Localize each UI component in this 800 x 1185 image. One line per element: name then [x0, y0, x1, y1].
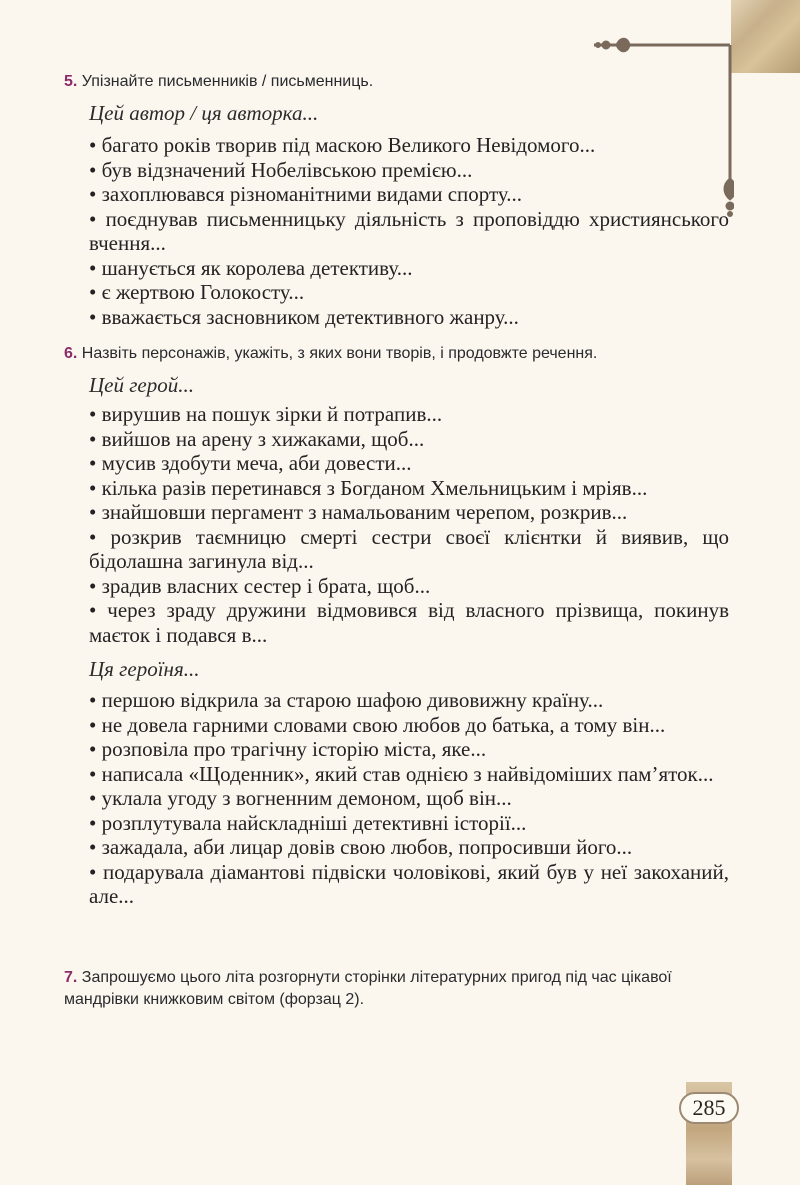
corner-illustration [731, 0, 800, 73]
task-6-heroine-stem: Ця героїня... [89, 657, 200, 681]
list-item: • не довела гарними словами свою любов до батька, а тому він... [89, 713, 729, 738]
task-number: 5. [64, 73, 78, 90]
task-5-stem: Цей автор / ця авторка... [89, 101, 319, 125]
list-item: • кілька разів перетинався з Богданом Хмельницьким і мріяв... [89, 476, 729, 501]
task-title: Упізнайте письменників / письменниць. [81, 73, 374, 90]
list-item: • першою відкрила за старою шафою дивовижну країну... [89, 688, 729, 713]
list-item: • захоплювався різноманітними видами спорту... [89, 182, 729, 207]
list-item: • розплутувала найскладніші детективні історії... [89, 811, 729, 836]
list-item: • вважається засновником детективного жанру... [89, 305, 729, 330]
list-item: • розповіла про трагічну історію міста, яке... [89, 737, 729, 762]
list-item: • поєднував письменницьку діяльність з проповіддю християнського вчення... [89, 207, 729, 256]
list-item: • вирушив на пошук зірки й потрапив... [89, 402, 729, 427]
list-item: • був відзначений Нобелівською премією... [89, 158, 729, 183]
list-item: • знайшовши пергамент з намальованим черепом, розкрив... [89, 500, 729, 525]
list-item: • написала «Щоденник», який став однією з найвідоміших пам’яток... [89, 762, 729, 787]
list-item: • уклала угоду з вогненним демоном, щоб він... [89, 786, 729, 811]
task-number: 7. [64, 969, 78, 986]
list-item: • багато років творив під маскою Великого Невідомого... [89, 133, 729, 158]
page-number: 285 [679, 1092, 739, 1124]
list-item: • мусив здобути меча, аби довести... [89, 451, 729, 476]
list-item: • подарувала діамантові підвіски чоловікові, який був у неї закоханий, але... [89, 860, 729, 909]
task-number: 6. [64, 345, 78, 362]
task-6-heroine-list [89, 688, 729, 909]
task-6-title [64, 343, 736, 365]
task-6-hero-stem: Цей герой... [89, 373, 194, 397]
list-item: • через зраду дружини відмовився від власного прізвища, покинув маєток і подався в... [89, 598, 729, 647]
task-title: Назвіть персонажів, укажіть, з яких вони творів, і продовжте речення. [81, 345, 598, 362]
task-7-text [64, 967, 736, 1011]
list-item: • розкрив таємницю смерті сестри своєї клієнтки й виявив, що бідолашна загинула від... [89, 525, 729, 574]
list-item: • зажадала, аби лицар довів свою любов, попросивши його... [89, 835, 729, 860]
list-item: • є жертвою Голокосту... [89, 280, 729, 305]
task-6-hero-list [89, 402, 729, 647]
list-item: • зрадив власних сестер і брата, щоб... [89, 574, 729, 599]
list-item: • шанується як королева детективу... [89, 256, 729, 281]
task-5-list [89, 133, 729, 329]
task-text: Запрошуємо цього літа розгорнути сторінки літературних пригод під час цікавої мандрівки книжковим світом (форзац 2). [64, 969, 672, 1008]
list-item: • вийшов на арену з хижаками, щоб... [89, 427, 729, 452]
task-5-title [64, 71, 736, 93]
